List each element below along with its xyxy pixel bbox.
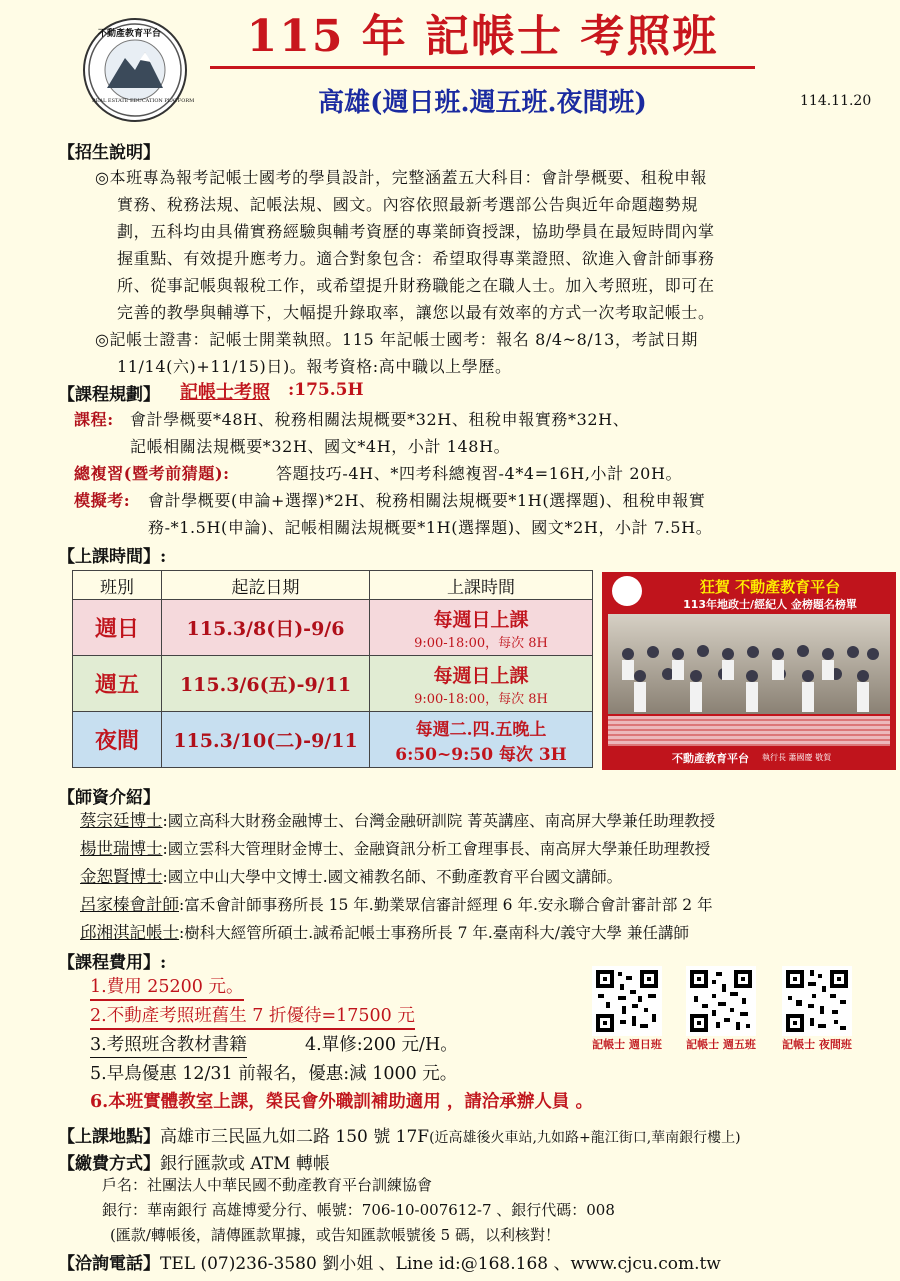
recruit-line-4: 握重點、有效提升應考力。適合對象包含：希望取得專業證照、欲進入會計師事務 bbox=[117, 249, 715, 268]
teachers-heading: 【師資介紹】 bbox=[58, 788, 160, 808]
recruit-line-1: ◎本班專為報考記帳士國考的學員設計，完整涵蓋五大科目：會計學概要、租稅申報 bbox=[95, 168, 708, 187]
fee-2: 2.不動產考照班舊生 7 折優待=17500 元 bbox=[90, 1004, 415, 1030]
location-heading: 【上課地點】 bbox=[58, 1127, 160, 1147]
row-time-sub: 9:00-18:00，每次 8H bbox=[414, 691, 548, 707]
recruit-line-7: ◎記帳士證書：記帳士開業執照。115 年記帳士國考：報名 8/4~8/13，考試日期 bbox=[95, 330, 698, 349]
recruit-line-2: 實務、稅務法規、記帳法規、國文。內容依照最新考選部公告與近年命題趨勢規 bbox=[117, 195, 699, 214]
recruit-line-3: 劃，五科均由具備實務經驗與輔考資歷的專業師資授課，協助學員在最短時間內掌 bbox=[117, 222, 715, 241]
fees-heading: 【課程費用】: bbox=[58, 953, 167, 973]
teacher-5 bbox=[80, 919, 689, 947]
qr-night[interactable] bbox=[782, 966, 852, 1052]
teacher-desc: :樹科大經管所碩士.誠希記帳士事務所長 7 年.臺南科大/義守大學 兼任講師 bbox=[179, 924, 689, 942]
recruit-line-6: 完善的教學與輔導下，大幅提升錄取率，讓您以最有效率的方式一次考取記帳士。 bbox=[117, 303, 715, 322]
banner-footer: 不動產教育平台 bbox=[672, 752, 749, 765]
row-time bbox=[370, 712, 593, 768]
fee-6: 6.本班實體教室上課，榮民會外職訓補助適用 ，請洽承辦人員 。 bbox=[90, 1092, 593, 1112]
table-row bbox=[73, 656, 593, 712]
row-date: 115.3/6(五)-9/11 bbox=[162, 656, 370, 712]
contact-line bbox=[58, 1249, 721, 1274]
qr-label: 記帳士 夜間班 bbox=[782, 1038, 852, 1051]
row-class: 週五 bbox=[73, 656, 162, 712]
mock-line-2: 務-*1.5H(申論)、記帳相關法規概要*1H(選擇題)、國文*2H，小計 7.5H。 bbox=[148, 518, 713, 537]
teacher-name: 楊世瑞博士 bbox=[80, 839, 163, 858]
teacher-4 bbox=[80, 891, 713, 919]
teacher-1 bbox=[80, 807, 715, 835]
congrats-banner bbox=[602, 572, 896, 770]
table-row bbox=[73, 600, 593, 656]
payment-heading: 【繳費方式】 bbox=[58, 1154, 160, 1174]
banner-footer-sub: 執行長 蕭國慶 敬賀 bbox=[762, 753, 832, 762]
qr-code-icon[interactable] bbox=[782, 966, 852, 1036]
logo-text: 不動產教育平台 bbox=[98, 29, 162, 39]
teacher-name: 蔡宗廷博士 bbox=[80, 811, 163, 830]
teacher-3 bbox=[80, 863, 622, 891]
banner-line-1: 狂賀 不動產教育平台 bbox=[699, 578, 841, 596]
teacher-desc: :富禾會計師事務所長 15 年.勤業眾信審計經理 6 年.安永聯合會計審計部 2 年 bbox=[179, 896, 713, 914]
fee-1: 1.費用 25200 元。 bbox=[90, 975, 244, 1001]
plan-heading: 【課程規劃】 bbox=[58, 385, 160, 405]
plan-hours: :175.5H bbox=[288, 380, 364, 400]
recruit-line-8: 11/14(六)+11/15)日)。報考資格:高中職以上學歷。 bbox=[117, 357, 512, 376]
qr-code-icon[interactable] bbox=[592, 966, 662, 1036]
course-label: 課程: bbox=[74, 410, 114, 429]
payment-method: 銀行匯款或 ATM 轉帳 bbox=[160, 1154, 330, 1174]
fee-3: 3.考照班含教材書籍 bbox=[90, 1033, 247, 1058]
payment-bank: 銀行：華南銀行 高雄博愛分行、帳號：706-10-007612-7 、銀行代碼：008 bbox=[102, 1201, 615, 1219]
location-line bbox=[58, 1122, 741, 1147]
location-note: (近高雄後火車站,九如路+龍江街口,華南銀行樓上) bbox=[429, 1130, 741, 1146]
qr-label: 記帳士 週日班 bbox=[592, 1038, 662, 1051]
mock-label: 模擬考: bbox=[74, 491, 131, 510]
page-subtitle: 高雄(週日班.週五班.夜間班) bbox=[318, 88, 647, 118]
plan-program: 記帳士考照 bbox=[180, 382, 270, 403]
qr-code-icon[interactable] bbox=[686, 966, 756, 1036]
banner-line-2: 113年地政士/經紀人 金榜題名榜單 bbox=[683, 598, 857, 611]
teacher-desc: :國立中山大學中文博士.國文補教名師、不動產教育平台國文講師。 bbox=[162, 868, 623, 886]
teacher-name: 呂家榛會計師 bbox=[80, 895, 179, 914]
teacher-2 bbox=[80, 835, 710, 863]
issue-date: 114.11.20 bbox=[800, 93, 872, 109]
location-address: 高雄市三民區九如二路 150 號 17F bbox=[160, 1127, 430, 1147]
group-photo bbox=[608, 614, 890, 714]
row-time-sub: 6:50~9:50 每次 3H bbox=[395, 744, 567, 765]
recruit-heading: 【招生說明】 bbox=[58, 143, 160, 163]
row-time-main: 每週二.四.五晚上 bbox=[415, 719, 547, 740]
teacher-desc: :國立雲科大管理財金博士、金融資訊分析工會理事長、南高屏大學兼任助理教授 bbox=[162, 840, 711, 858]
col-date: 起訖日期 bbox=[162, 571, 370, 600]
row-date: 115.3/10(二)-9/11 bbox=[162, 712, 370, 768]
fee-4: 4.單修:200 元/H。 bbox=[305, 1035, 458, 1055]
row-date: 115.3/8(日)-9/6 bbox=[162, 600, 370, 656]
review-label: 總複習(暨考前猜題): bbox=[74, 464, 230, 483]
row-class: 週日 bbox=[73, 600, 162, 656]
payment-line bbox=[58, 1149, 330, 1174]
contact-heading: 【洽詢電話】 bbox=[58, 1254, 160, 1274]
schedule-heading: 【上課時間】: bbox=[58, 547, 167, 567]
teacher-name: 金恕賢博士 bbox=[80, 867, 163, 886]
page-title: 115 年 記帳士 考照班 bbox=[210, 8, 755, 69]
qr-sunday[interactable] bbox=[592, 966, 662, 1052]
banner-name-list bbox=[608, 716, 890, 746]
teacher-name: 邱湘淇記帳士 bbox=[80, 923, 179, 942]
review-text: 答題技巧-4H、*四考科總複習-4*4=16H,小計 20H。 bbox=[276, 464, 683, 483]
mock-line-1: 會計學概要(申論+選擇)*2H、稅務相關法規概要*1H(選擇題)、租稅申報實 bbox=[148, 491, 706, 510]
schedule-table bbox=[72, 570, 593, 768]
row-time-main: 每週日上課 bbox=[433, 664, 529, 687]
table-header-row bbox=[73, 571, 593, 600]
col-class: 班別 bbox=[73, 571, 162, 600]
col-time: 上課時間 bbox=[370, 571, 593, 600]
row-time-main: 每週日上課 bbox=[433, 608, 529, 631]
banner-logo-icon bbox=[612, 576, 642, 606]
fee-5: 5.早鳥優惠 12/31 前報名，優惠:減 1000 元。 bbox=[90, 1064, 458, 1084]
payment-account: 戶名：社團法人中華民國不動產教育平台訓練協會 bbox=[102, 1176, 433, 1194]
row-time-sub: 9:00-18:00，每次 8H bbox=[414, 635, 548, 651]
course-line-2: 記帳相關法規概要*32H、國文*4H，小計 148H。 bbox=[130, 437, 511, 456]
row-time bbox=[370, 600, 593, 656]
payment-note: (匯款/轉帳後，請傳匯款單據，或告知匯款帳號後 5 碼，以利核對！ bbox=[110, 1226, 560, 1244]
qr-friday[interactable] bbox=[686, 966, 756, 1052]
teacher-desc: :國立高科大財務金融博士、台灣金融研訓院 菁英講座、南高屏大學兼任助理教授 bbox=[162, 812, 716, 830]
logo-sub: REAL ESTATE EDUCATION PLATFORM bbox=[92, 98, 195, 104]
course-line-1: 會計學概要*48H、稅務相關法規概要*32H、租稅申報實務*32H、 bbox=[130, 410, 630, 429]
row-time bbox=[370, 656, 593, 712]
row-class: 夜間 bbox=[73, 712, 162, 768]
recruit-line-5: 所、從事記帳與報稅工作，或希望提升財務職能之在職人士。加入考照班，即可在 bbox=[117, 276, 715, 295]
qr-label: 記帳士 週五班 bbox=[686, 1038, 756, 1051]
table-row bbox=[73, 712, 593, 768]
contact-text[interactable]: TEL (07)236-3580 劉小姐 、Line id:@168.168 、www.cjcu.com.tw bbox=[160, 1254, 721, 1274]
